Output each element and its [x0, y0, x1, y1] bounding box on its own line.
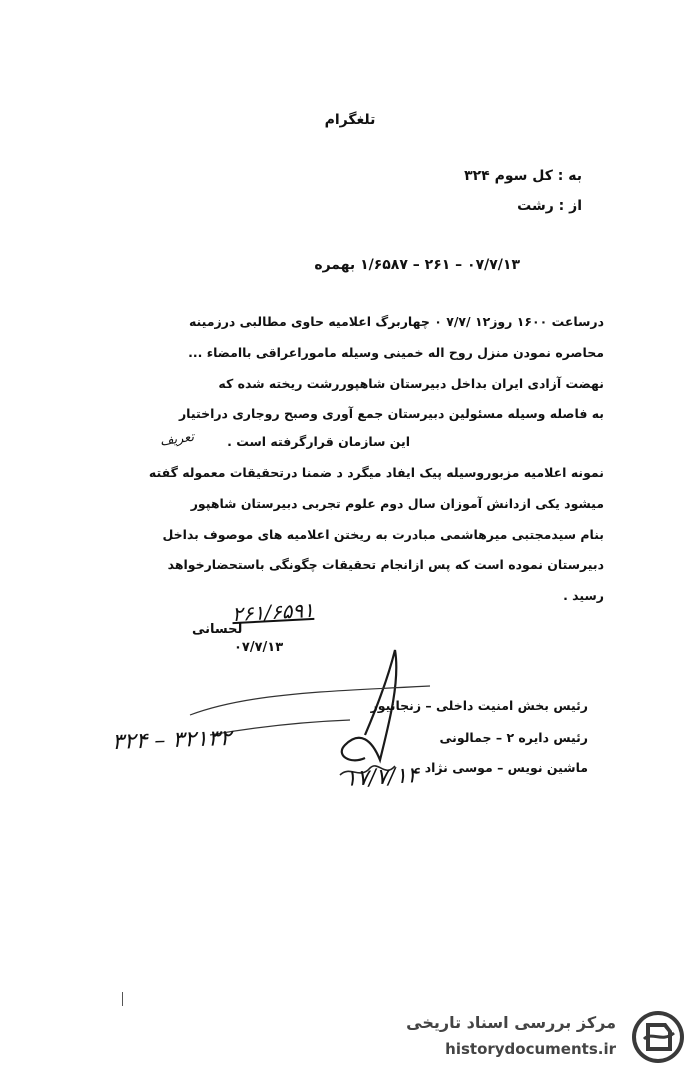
body-line: نهضت آزادی ایران بداخل دبیرستان شاهپوررشت ریخته شده که: [218, 376, 604, 391]
body-line: محاصره نمودن منزل روح اله خمینی وسیله ماموراعراقی باامضاء ...: [188, 345, 604, 360]
body-line: میشود یکی ازدانش آموزان سال دوم علوم تجربی دبیرستان شاهپور: [190, 496, 604, 511]
signature-date: ۰۷/۷/۱۳: [234, 640, 284, 655]
body-line: به فاصله وسیله مسئولین دبیرستان جمع آوری وصبح روجاری دراختیار: [178, 406, 604, 421]
body-line: نمونه اعلامیه مزبوروسیله پیک ایفاد میگرد د ضمنا درتحقیقات معموله گفته: [148, 465, 604, 480]
body-line: بنام سیدمجتبی میرهاشمی مبادرت به ریختن اعلامیه های موصوف بداخل: [162, 527, 604, 542]
footer-line-typist: ماشین نویس – موسی نژاد: [424, 760, 588, 775]
footer-line-security-chief: رئیس بخش امنیت داخلی – زنجانیور: [370, 698, 588, 713]
watermark: [386, 1007, 686, 1067]
handwritten-annotation: تعریف: [159, 429, 196, 450]
body-line: رسید .: [563, 588, 604, 603]
recipient-line: به : کل سوم ۳۲۴: [464, 168, 582, 184]
body-line: دبیرستان نموده است که پس ازانجام تحقیقات چگونگی باستحضارخواهد: [167, 557, 604, 572]
footer-line-department-chief: رئیس دایره ۲ – جمالونی: [439, 730, 588, 745]
document-title: تلغگرام: [324, 112, 376, 128]
handwritten-date: ۱۷/۷/۱۴: [344, 763, 420, 792]
body-line: درساعت ۱۶۰۰ روز۱۲ /۷/۷ ۰ چهاربرگ اعلامیه حاوی مطالبی درزمینه: [188, 314, 604, 329]
document-archive-logo-icon: [630, 1009, 686, 1065]
handwritten-signature-scribble: [150, 640, 470, 790]
watermark-name: مرکز بررسی اسناد تاریخی: [406, 1013, 616, 1032]
signature-name: لحسانی: [192, 622, 243, 637]
handwritten-archive-number: ۳۲۴ – ۳۲۱۳۲: [111, 725, 232, 756]
sender-line: از : رشت: [517, 198, 582, 214]
body-line: این سازمان قرارگرفته است .: [227, 434, 410, 449]
watermark-url: historydocuments.ir: [445, 1040, 616, 1058]
reference-number: ۰۷/۷/۱۳ – ۲۶۱ – ۱/۶۵۸۷ بهمره: [314, 257, 520, 273]
margin-mark: [122, 992, 123, 1006]
handwritten-signature-number: ۲۶۱/۶۵۹۱: [231, 597, 315, 627]
